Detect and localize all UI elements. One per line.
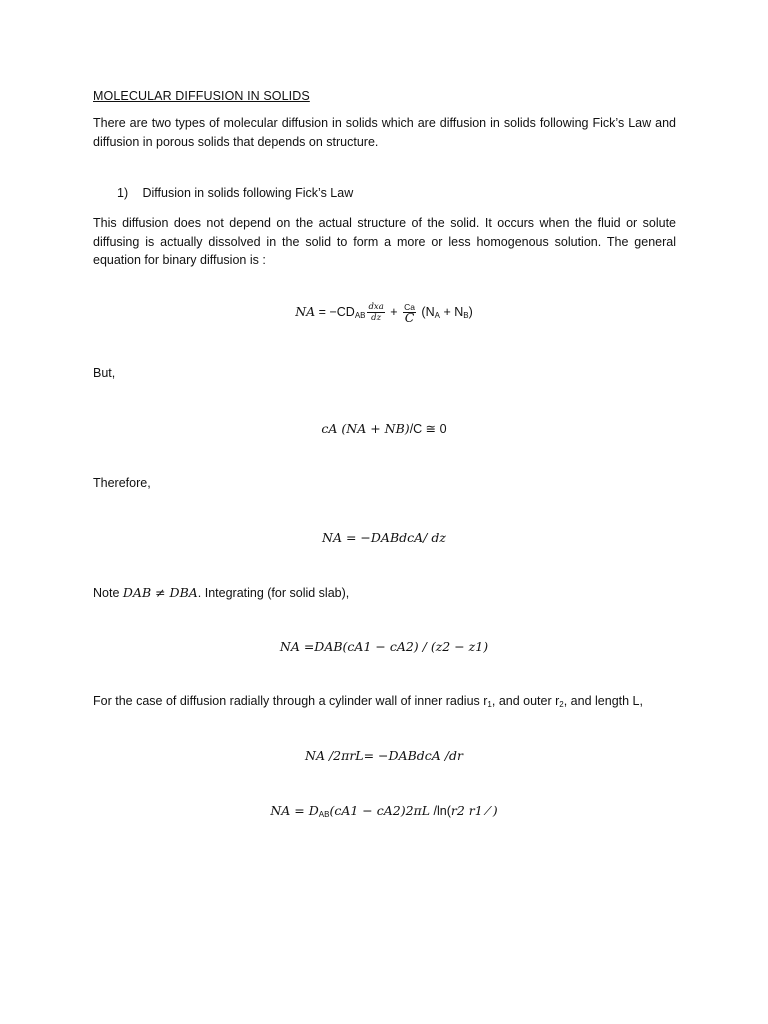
- eq1-fraction-ca-c: [403, 302, 416, 323]
- list-item: [117, 186, 353, 200]
- eq6-sub: AB: [318, 810, 330, 819]
- equation-flux-approx: [0, 421, 768, 436]
- cylinder-sub2: 2: [559, 700, 564, 709]
- eq1-frac1-denominator: dz: [371, 313, 382, 323]
- eq5-math: NA /2πrL= −DABdcA /dr: [305, 748, 463, 763]
- eq1-frac2-numerator: Ca: [404, 302, 415, 312]
- equation-cylinder-integrated: [0, 803, 768, 819]
- equation-general-diffusion: [0, 302, 768, 323]
- eq1-paren-open: (N: [417, 304, 435, 319]
- cylinder-sub1: 1: [487, 700, 492, 709]
- eq3-math: NA = −DABdcA/ dz: [322, 530, 446, 545]
- note-line: [93, 585, 349, 600]
- list-item-number: 1): [117, 186, 129, 200]
- eq1-fraction-dxa-dz: [367, 302, 384, 323]
- note-prefix: Note: [93, 586, 123, 600]
- note-math: DAB ≠ DBA: [122, 585, 198, 600]
- eq1-sub-a: A: [434, 310, 440, 320]
- page-heading: MOLECULAR DIFFUSION IN SOLIDS: [93, 89, 310, 103]
- eq1-frac1-numerator: dxa: [368, 302, 384, 312]
- cylinder-text3: , and length L,: [563, 694, 643, 708]
- eq1-plus2: + N: [439, 304, 464, 319]
- therefore-label: Therefore,: [93, 476, 151, 490]
- eq1-frac2-denominator: C: [404, 310, 415, 325]
- eq6-tail: r2 r1 ⁄ ): [450, 803, 498, 818]
- eq1-plus: +: [390, 304, 398, 319]
- eq4-math: NA =DAB(cA1 − cA2) / (z2 − z1): [279, 639, 489, 654]
- equation-cylinder-differential: [0, 748, 768, 763]
- equation-solid-slab: [0, 639, 768, 654]
- eq1-lhs: NA: [295, 303, 316, 319]
- eq6-ln: /ln(: [430, 804, 451, 818]
- eq1-eq: = −CD: [315, 304, 355, 319]
- equation-fick-simplified: [0, 530, 768, 545]
- description-paragraph: This diffusion does not depend on the actual structure of the solid. It occurs when the fluid or solute diffusing is actually dissolved in the solid to form a more or less homogenous solution. The general equation for binary diffusion is :: [93, 216, 676, 267]
- cylinder-sentence: [93, 694, 643, 709]
- eq1-sub-b: B: [463, 310, 469, 320]
- cylinder-text2: , and outer r: [491, 694, 560, 708]
- note-suffix: . Integrating (for solid slab),: [197, 586, 350, 600]
- eq6-mid: (cA1 − cA2)2πL: [329, 803, 431, 818]
- eq2-rest: /C ≅ 0: [409, 422, 447, 436]
- cylinder-text1: For the case of diffusion radially through a cylinder wall of inner radius r: [93, 694, 488, 708]
- intro-paragraph: There are two types of molecular diffusion in solids which are diffusion in solids following Fick’s Law and diffusion in porous solids that depends on structure.: [93, 116, 676, 149]
- list-item-text: Diffusion in solids following Fick’s Law: [142, 186, 354, 200]
- eq6-lhs: NA = D: [270, 803, 319, 818]
- eq1-sub-ab: AB: [354, 310, 366, 320]
- eq1-paren-close: ): [468, 304, 473, 319]
- but-label: But,: [93, 366, 116, 380]
- eq2-math: cA (NA + NB): [321, 421, 410, 436]
